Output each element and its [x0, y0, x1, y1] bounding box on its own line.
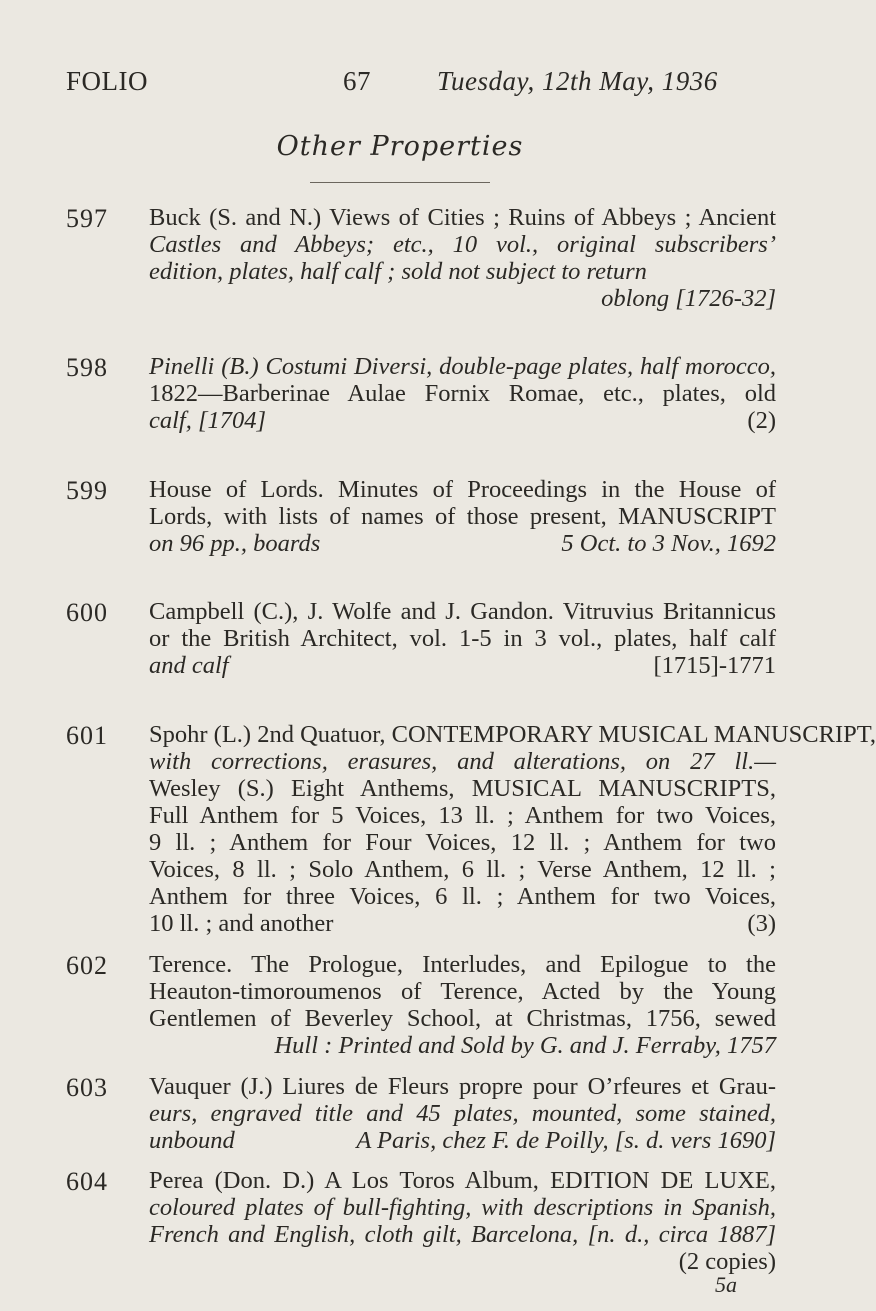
lot-number: 597 [66, 204, 108, 233]
lot-number: 603 [66, 1073, 108, 1102]
lot-number: 600 [66, 598, 108, 627]
lot-line: Wesley (S.) Eight Anthems, MUSICAL MANUSCRIPTS, [149, 775, 776, 802]
lot-number: 599 [66, 476, 108, 505]
lot-line: Full Anthem for 5 Voices, 13 ll. ; Anthem for two Voices, [149, 802, 776, 829]
lot-number: 602 [66, 951, 108, 980]
lot-line: [1715]-1771 [653, 652, 776, 679]
lot-number: 604 [66, 1167, 108, 1196]
lot-line: 1822—Barberinae Aulae Fornix Romae, etc., plates, old [149, 380, 776, 407]
lot-line: Spohr (L.) 2nd Quatuor, CONTEMPORARY MUSICAL MANUSCRIPT, [149, 721, 876, 748]
lot-line: French and English, cloth gilt, Barcelona, [n. d., circa 1887] [149, 1221, 776, 1248]
lot-description [149, 204, 776, 312]
lot-description [149, 476, 776, 557]
sale-date: Tuesday, 12th May, 1936 [437, 66, 718, 96]
lot-line: on 96 pp., boards [149, 530, 321, 557]
folio-label: FOLIO [66, 66, 148, 96]
lot-description [149, 721, 876, 937]
lot-line: Voices, 8 ll. ; Solo Anthem, 6 ll. ; Verse Anthem, 12 ll. ; [149, 856, 776, 883]
lot-line: (2) [747, 407, 776, 434]
lot-line: Vauquer (J.) Liures de Fleurs propre pour O’rfeures et Grau- [149, 1073, 776, 1100]
lot-line: eurs, engraved title and 45 plates, mounted, some stained, [149, 1100, 776, 1127]
lot-line: A Paris, chez F. de Poilly, [s. d. vers 1690] [356, 1127, 776, 1154]
signature-mark: 5a [715, 1272, 737, 1297]
lot-line: edition, plates, half calf ; sold not subject to return [149, 258, 647, 285]
page-number: 67 [343, 66, 371, 96]
lot-line: Lords, with lists of names of those present, MANUSCRIPT [149, 503, 776, 530]
section-title: Other Properties [276, 131, 524, 162]
lot-line: 5 Oct. to 3 Nov., 1692 [561, 530, 776, 557]
lot-line: 9 ll. ; Anthem for Four Voices, 12 ll. ; Anthem for two [149, 829, 776, 856]
lot-description [149, 1073, 776, 1154]
lot-line: Gentlemen of Beverley School, at Christmas, 1756, sewed [149, 1005, 776, 1032]
lot-description [149, 353, 776, 434]
lot-line: with corrections, erasures, and alterations, on 27 ll.— [149, 748, 776, 775]
lot-line: Perea (Don. D.) A Los Toros Album, EDITION DE LUXE, [149, 1167, 776, 1194]
lot-description [149, 1167, 776, 1275]
lot-line: Terence. The Prologue, Interludes, and Epilogue to the [149, 951, 776, 978]
lot-line: oblong [1726-32] [601, 285, 776, 312]
lot-line: Castles and Abbeys; etc., 10 vol., original subscribers’ [149, 231, 776, 258]
lot-line: Buck (S. and N.) Views of Cities ; Ruins of Abbeys ; Ancient [149, 204, 776, 231]
lot-description [149, 951, 776, 1059]
lot-line: or the British Architect, vol. 1-5 in 3 vol., plates, half calf [149, 625, 776, 652]
lot-line: Pinelli (B.) Costumi Diversi, double-page plates, half morocco, [149, 353, 776, 380]
lot-number: 601 [66, 721, 108, 750]
lot-line: (2 copies) [678, 1248, 776, 1275]
lot-line: Heauton-timoroumenos of Terence, Acted by the Young [149, 978, 776, 1005]
lot-line: coloured plates of bull-fighting, with descriptions in Spanish, [149, 1194, 776, 1221]
lot-line: calf, [1704] [149, 407, 267, 434]
lot-line: 10 ll. ; and another [149, 910, 334, 937]
lot-line: Anthem for three Voices, 6 ll. ; Anthem for two Voices, [149, 883, 776, 910]
title-rule [310, 182, 490, 183]
lot-line: (3) [747, 910, 776, 937]
lot-line: Hull : Printed and Sold by G. and J. Ferraby, 1757 [274, 1032, 776, 1059]
lot-line: unbound [149, 1127, 235, 1154]
page-header [66, 66, 776, 106]
lot-description [149, 598, 776, 679]
lot-line: and calf [149, 652, 229, 679]
lot-line: House of Lords. Minutes of Proceedings in the House of [149, 476, 776, 503]
lot-number: 598 [66, 353, 108, 382]
lot-line: Campbell (C.), J. Wolfe and J. Gandon. Vitruvius Britannicus [149, 598, 776, 625]
